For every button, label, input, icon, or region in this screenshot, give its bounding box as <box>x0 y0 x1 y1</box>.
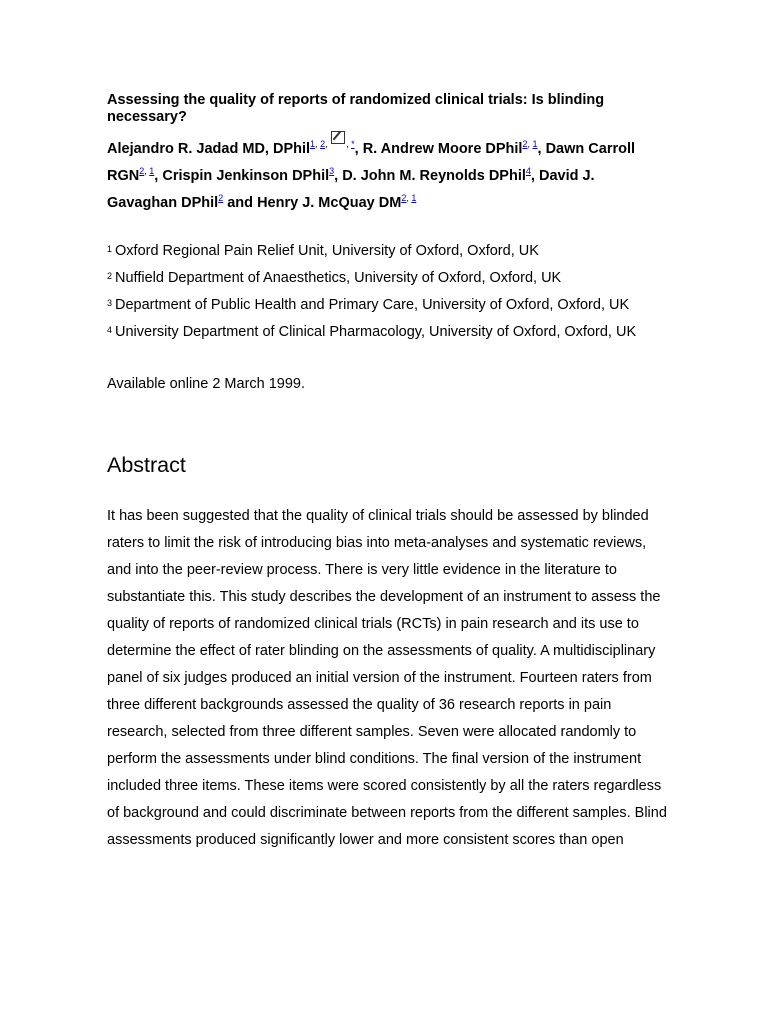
affiliation-item <box>107 265 687 292</box>
affiliation-item <box>107 319 687 346</box>
author-list <box>107 131 667 217</box>
author-name: Dawn Carroll RGN <box>107 141 636 184</box>
affiliation-item <box>107 238 687 265</box>
author-refs <box>218 193 223 203</box>
author-name: Crispin Jenkinson DPhil <box>162 168 330 184</box>
affiliation-ref-link[interactable]: 1 <box>411 193 417 203</box>
author-name: Alejandro R. Jadad MD, DPhil <box>107 141 311 157</box>
available-online-date: Available online 2 March 1999. <box>107 376 306 392</box>
corresponding-author-link[interactable]: * <box>351 139 355 149</box>
author: Alejandro R. Jadad MD, DPhil$^{1, 2, , *}$, <box>107 141 363 157</box>
affiliation-ref-link[interactable]: 2 <box>320 139 326 149</box>
affiliation-number: 2 <box>107 271 113 281</box>
affiliation-list <box>107 238 687 346</box>
author: David J. Gavaghan DPhil$^2$ and <box>107 168 595 211</box>
affiliation-number: 1 <box>107 244 113 254</box>
affiliation-text: Nuffield Department of Anaesthetics, University of Oxford, Oxford, UK <box>115 270 562 286</box>
author: D. John M. Reynolds DPhil$^4$, <box>342 166 539 184</box>
author: Crispin Jenkinson DPhil$^3$, <box>162 166 343 184</box>
author-refs: 2, 1 <box>401 193 417 203</box>
affiliation-ref-link[interactable]: 4 <box>525 166 531 176</box>
author-name: D. John M. Reynolds DPhil <box>342 168 526 184</box>
author-name: R. Andrew Moore DPhil <box>362 141 523 157</box>
affiliation-ref-link[interactable]: 1 <box>149 166 155 176</box>
affiliation-ref-link[interactable]: 2 <box>522 139 528 149</box>
author-refs <box>329 166 334 176</box>
author-name: David J. Gavaghan DPhil <box>107 168 595 211</box>
affiliation-ref-link[interactable]: 1 <box>310 139 316 149</box>
abstract-text: It has been suggested that the quality of clinical trials should be assessed by blinded raters to limit the risk of introducing bias into meta-analyses and systematic reviews, and into the peer-review process. There is very little evidence in the literature to substantiate this. This study describes the development of an instrument to assess the quality of reports of randomized clinical trials (RCTs) in pain research and its use to determine the effect of rater blinding on the assessments of quality. A multidisciplinary panel of six judges produced an initial version of the instrument. Fourteen raters from three different backgrounds assessed the quality of 36 research reports in pain research, selected from three different samples. Seven were allocated randomly to perform the assessments under blind conditions. The final version of the instrument included three items. These items were scored consistently by all the raters regardless of background and could discriminate between reports from the different samples. Blind assessments produced significantly lower and more consistent scores than open <box>107 508 667 848</box>
affiliation-ref-link[interactable]: 2 <box>218 193 224 203</box>
affiliation-ref-link[interactable]: 3 <box>329 166 335 176</box>
author: Dawn Carroll RGN$^{2, 1}$, <box>107 141 636 184</box>
email-icon[interactable] <box>331 131 345 144</box>
author <box>257 195 416 211</box>
author-refs: 2, 1 <box>522 139 538 149</box>
article-title: Assessing the quality of reports of randomized clinical trials: Is blinding necessary? <box>107 92 605 125</box>
author: R. Andrew Moore DPhil$^{2, 1}$, <box>362 139 546 157</box>
affiliation-number: 3 <box>107 298 113 308</box>
author-refs: 1, 2, , * <box>310 139 355 149</box>
affiliation-number: 4 <box>107 325 113 335</box>
author-refs <box>526 166 531 176</box>
author-refs: 2, 1 <box>139 166 155 176</box>
affiliation-text: Department of Public Health and Primary Care, University of Oxford, Oxford, UK <box>115 297 630 313</box>
affiliation-item <box>107 292 687 319</box>
affiliation-ref-link[interactable]: 2 <box>401 193 407 203</box>
abstract-heading: Abstract <box>107 453 186 477</box>
affiliation-text: University Department of Clinical Pharmacology, University of Oxford, Oxford, UK <box>115 324 637 340</box>
author-name: Henry J. McQuay DM <box>257 195 402 211</box>
affiliation-ref-link[interactable]: 1 <box>532 139 538 149</box>
affiliation-text: Oxford Regional Pain Relief Unit, University of Oxford, Oxford, UK <box>115 243 539 259</box>
affiliation-ref-link[interactable]: 2 <box>139 166 145 176</box>
